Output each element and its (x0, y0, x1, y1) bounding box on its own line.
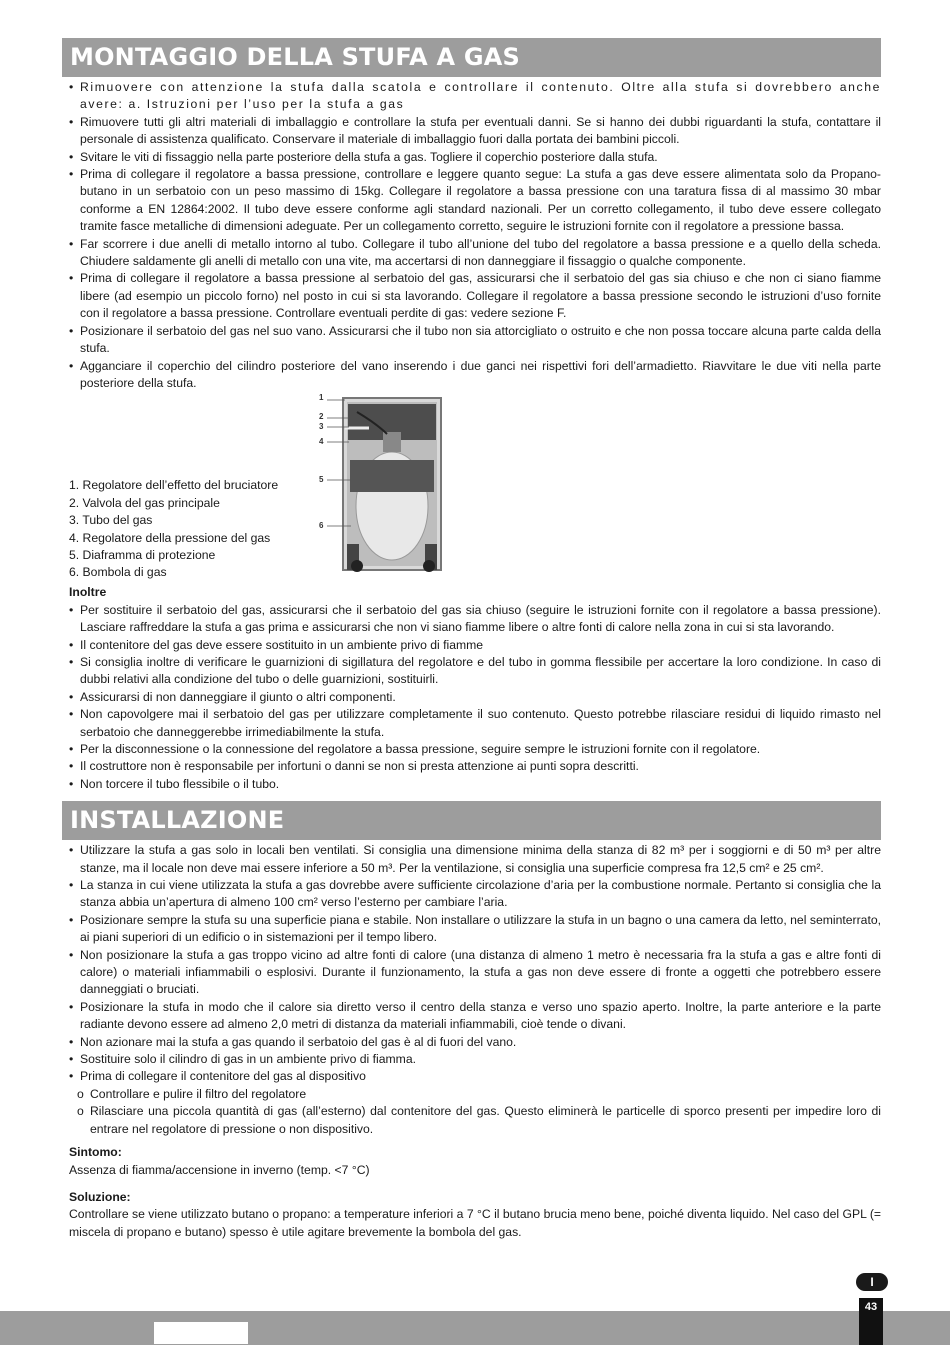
list-item: • Posizionare il serbatoio del gas nel suo vano. Assicurarsi che il tubo non sia attorcigliato o ostruito e che non possa toccare alcuna parte calda della stufa. (62, 323, 881, 358)
list-item: • Prima di collegare il regolatore a bassa pressione al serbatoio del gas, assicurarsi che il serbatoio del gas sia chiuso e che non ci siano fiamme libere (ad esempio un piccolo forno) nel posto in cui si sta lavorando. Collegare il regolatore a bassa pressione secondo le istruzioni d’uso fornite con il regolatore a bassa pressione. Controllare eventuali perdite di gas: vedere sezione F. (62, 270, 881, 322)
figure-number: 2 (319, 412, 324, 422)
list-item: • Utilizzare la stufa a gas solo in locali ben ventilati. Si consiglia una dimensione minima della stanza di 82 m³ per i soggiorni e di 50 m³ per altre stanze, ma il locale non deve mai essere inferiore a 50 m³. Per la ventilazione, si consiglia una superficie compresa fra 12,5 cm² e 25 cm². (62, 842, 881, 877)
footer-band (0, 1311, 950, 1345)
figure-legend (69, 477, 278, 581)
inoltre-heading: Inoltre (69, 585, 107, 600)
list-item: • Agganciare il coperchio del cilindro posteriore del vano inserendo i due ganci nei rispettivi fori dell’armadietto. Riavvitare le due viti nella parte posteriore della stufa. (62, 358, 881, 393)
sub-list-item: o Rilasciare una piccola quantità di gas (all’esterno) dal contenitore del gas. Questo eliminerà le particelle di sporco presenti per impedire loro di entrare nel regolatore di pressione o non dispositivo. (62, 1103, 881, 1138)
list-item: • Non torcere il tubo flessibile o il tubo. (62, 776, 881, 793)
list-item: • Per sostituire il serbatoio del gas, assicurarsi che il serbatoio del gas sia chiuso (seguire le istruzioni fornite con il regolatore a bassa pressione). Lasciare raffreddare la stufa a gas prima e assicurarsi che non vi siano fiamme libere o altre fonti di calore nella zona in cui si sta lavorando. (62, 602, 881, 637)
figure-number: 3 (319, 422, 324, 432)
list-item: • Posizionare la stufa in modo che il calore sia diretto verso il centro della stanza e verso uno spazio aperto. Inoltre, la parte anteriore e la parte radiante devono essere ad almeno 2,0 metri di distanza da materiali infiammabili, cioè tende o divani. (62, 999, 881, 1034)
page-content (62, 38, 881, 1241)
installazione-sublist (62, 1086, 881, 1138)
list-item: • Sostituire solo il cilindro di gas in un ambiente privo di fiamma. (62, 1051, 881, 1068)
legend-item: 4. Regolatore della pressione del gas (69, 530, 271, 545)
sub-list-item: o Controllare e pulire il filtro del regolatore (62, 1086, 881, 1103)
language-badge: I (856, 1273, 888, 1291)
list-item: • Non posizionare la stufa a gas troppo vicino ad altre fonti di calore (una distanza di almeno 1 metro è necessaria fra la stufa a gas e altre fonti di calore) o materiali infiammabili o esplosivi. Durante il funzionamento, la stufa a gas non deve essere di fronte a oggetti che potrebbero essere danneggiati o bruciati. (62, 947, 881, 999)
gas-cylinder-photo (317, 394, 447, 579)
figure-number: 1 (319, 393, 324, 403)
list-item: • Assicurarsi di non danneggiare il giunto o altri componenti. (62, 689, 881, 706)
soluzione-heading: Soluzione: (69, 1189, 131, 1204)
figure-number: 5 (319, 475, 324, 485)
legend-item: 3. Tubo del gas (69, 513, 153, 528)
installazione-list (62, 842, 881, 1086)
figure-block (62, 394, 881, 584)
inoltre-list (62, 602, 881, 793)
figure-number: 4 (319, 437, 324, 447)
montaggio-list (62, 79, 881, 392)
section-title-installazione: INSTALLAZIONE (62, 801, 881, 840)
section-title-montaggio: MONTAGGIO DELLA STUFA A GAS (62, 38, 881, 77)
list-item: • Per la disconnessione o la connessione del regolatore a bassa pressione, seguire sempre le istruzioni fornite con il regolatore. (62, 741, 881, 758)
list-item: • Rimuovere tutti gli altri materiali di imballaggio e controllare la stufa per eventuali danni. Se si hanno dei dubbi riguardanti la stufa, contattare il personale di assistenza qualificato. Conservare il materiale di imballaggio fuori dalla portata dei bambini piccoli. (62, 114, 881, 149)
list-item: • Far scorrere i due anelli di metallo intorno al tubo. Collegare il tubo all’unione del tubo del regolatore a bassa pressione e a quello della scheda. Chiudere saldamente gli anelli di metallo con una vite, ma accertarsi di non danneggiare il fissaggio o qualche componente. (62, 236, 881, 271)
list-item: • Non capovolgere mai il serbatoio del gas per utilizzare completamente il suo contenuto. Questo potrebbe rilasciare residui di liquido rimasto nel serbatoio che danneggerebbe irrimediabilmente la stufa. (62, 706, 881, 741)
list-item: • La stanza in cui viene utilizzata la stufa a gas dovrebbe avere sufficiente circolazione d’aria per la combustione normale. Pertanto si consiglia che la stanza abbia un’apertura di almeno 100 cm² verso l’esterno per cambiare l’aria. (62, 877, 881, 912)
figure-number: 6 (319, 521, 324, 531)
legend-item: 6. Bombola di gas (69, 565, 167, 580)
sintomo-text: Assenza di fiamma/accensione in inverno (temp. <7 °C) (69, 1162, 370, 1177)
gas-cylinder-illustration (317, 394, 447, 579)
legend-item: 5. Diaframma di protezione (69, 547, 216, 562)
list-item: • Non azionare mai la stufa a gas quando il serbatoio del gas è al di fuori del vano. (62, 1034, 881, 1051)
footer-white-box (154, 1322, 248, 1344)
list-item: • Si consiglia inoltre di verificare le guarnizioni di sigillatura del regolatore e del tubo in gomma flessibile per accertare la loro condizione. In caso di dubbi relativi alla condizione del tubo o delle guarnizioni, sostituirli. (62, 654, 881, 689)
sintomo-heading: Sintomo: (69, 1145, 122, 1160)
list-item: • Il costruttore non è responsabile per infortuni o danni se non si presta attenzione ai punti sopra descritti. (62, 758, 881, 775)
soluzione-text: Controllare se viene utilizzato butano o propano: a temperature inferiori a 7 °C il butano brucia meno bene, poiché diventa liquido. Nel caso del GPL (= miscela di propano e butano) spesso è utile agitare brevemente la bombola del gas. (69, 1207, 881, 1239)
list-item: • Rimuovere con attenzione la stufa dalla scatola e controllare il contenuto. Oltre alla stufa si dovrebbero anche avere: a. Istruzioni per l’uso per la stufa a gas (62, 79, 881, 114)
legend-item: 1. Regolatore dell’effetto del bruciatore (69, 478, 279, 493)
list-item: • Prima di collegare il contenitore del gas al dispositivo (62, 1068, 881, 1085)
list-item: • Prima di collegare il regolatore a bassa pressione, controllare e leggere quanto segue: La stufa a gas deve essere alimentata solo da Propano-butano in un serbatoio con un peso massimo di 15kg. Collegare il regolatore a bassa pressione con una taratura fissa di al massimo 30 mbar conforme a EN 12864:2002. Il tubo deve essere conforme agli standard nazionali. Per un corretto collegamento, il tubo deve essere collegato tramite fasce metalliche di dimensioni adeguate. Per un collegamento corretto, seguire le istruzioni fornite con il regolatore a pressione bassa. (62, 166, 881, 236)
list-item: • Posizionare sempre la stufa su una superficie piana e stabile. Non installare o utilizzare la stufa in un bagno o una camera da letto, nel seminterrato, ai piani superiori di un edificio o in sistemazioni per il tempo libero. (62, 912, 881, 947)
list-item: • Svitare le viti di fissaggio nella parte posteriore della stufa a gas. Togliere il coperchio posteriore dalla stufa. (62, 149, 881, 166)
legend-item: 2. Valvola del gas principale (69, 495, 220, 510)
page-number: 43 (859, 1298, 883, 1345)
list-item: • Il contenitore del gas deve essere sostituito in un ambiente privo di fiamme (62, 637, 881, 654)
